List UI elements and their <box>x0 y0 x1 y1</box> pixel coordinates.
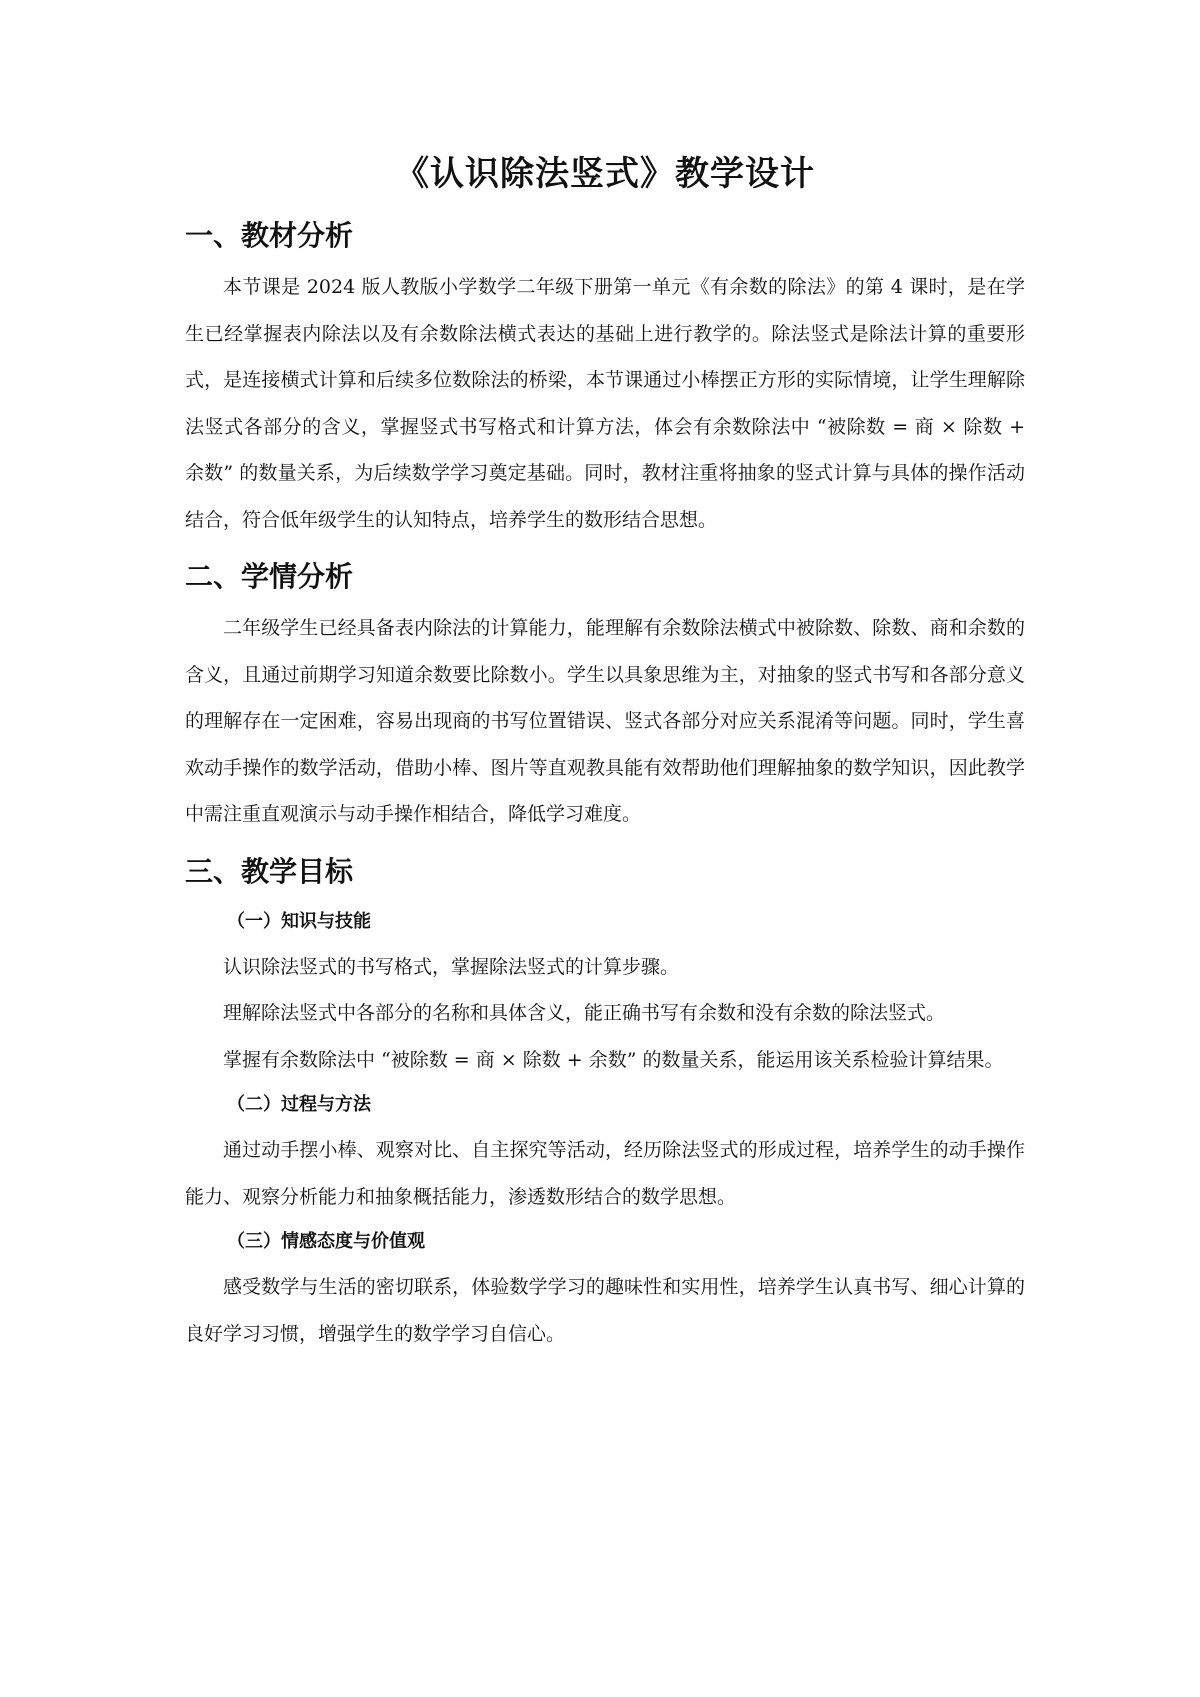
paragraph: 通过动手摆小棒、观察对比、自主探究等活动，经历除法竖式的形成过程，培养学生的动手操作能力、观察分析能力和抽象概括能力，渗透数形结合的数学思想。 <box>185 1139 1025 1208</box>
subsection-heading-knowledge-skills: （一）知识与技能 <box>227 910 371 932</box>
section-heading-textbook-analysis: 一、教材分析 <box>185 219 354 252</box>
paragraph: 认识除法竖式的书写格式，掌握除法竖式的计算步骤。 <box>223 955 680 978</box>
section-heading-teaching-goals: 三、教学目标 <box>185 854 354 888</box>
subsection-heading-attitude-values: （三）情感态度与价值观 <box>227 1231 425 1252</box>
subsection-heading-process-methods: （二）过程与方法 <box>227 1094 371 1115</box>
section-heading-student-analysis: 二、学情分析 <box>185 560 354 593</box>
document-page <box>185 150 1025 1357</box>
paragraph: 理解除法竖式中各部分的名称和具体含义，能正确书写有余数和没有余数的除法竖式。 <box>223 1002 946 1024</box>
paragraph: 掌握有余数除法中 “被除数 = 商 × 除数 + 余数” 的数量关系，能运用该关系检验计算结果。 <box>223 1048 1004 1071</box>
paragraph: 本节课是 2024 版人教版小学数学二年级下册第一单元《有余数的除法》的第 4 课时，是在学生已经掌握表内除法以及有余数除法横式表达的基础上进行教学的。除法竖式是除法计算的重要形式，是连接横式计算和后续多位数除法的桥梁，本节课通过小棒摆正方形的实际情境，让学生理解除法竖式各部分的含义，掌握竖式书写格式和计算方法，体会有余数除法中 “被除数 = 商 × 除数 + 余数” 的数量关系，为后续数学学习奠定基础。同时，教材注重将抽象的竖式计算与具体的操作活动结合，符合低年级学生的认知特点，培养学生的数形结合思想。 <box>185 276 1025 531</box>
document-title: 《认识除法竖式》教学设计 <box>395 154 815 194</box>
paragraph: 感受数学与生活的密切联系，体验数学学习的趣味性和实用性，培养学生认真书写、细心计算的良好学习习惯，增强学生的数学学习自信心。 <box>185 1276 1025 1345</box>
paragraph: 二年级学生已经具备表内除法的计算能力，能理解有余数除法横式中被除数、除数、商和余数的含义，且通过前期学习知道余数要比除数小。学生以具象思维为主，对抽象的竖式书写和各部分意义的理解存在一定困难，容易出现商的书写位置错误、竖式各部分对应关系混淆等问题。同时，学生喜欢动手操作的数学活动，借助小棒、图片等直观教具能有效帮助他们理解抽象的数学知识，因此教学中需注重直观演示与动手操作相结合，降低学习难度。 <box>185 617 1025 825</box>
